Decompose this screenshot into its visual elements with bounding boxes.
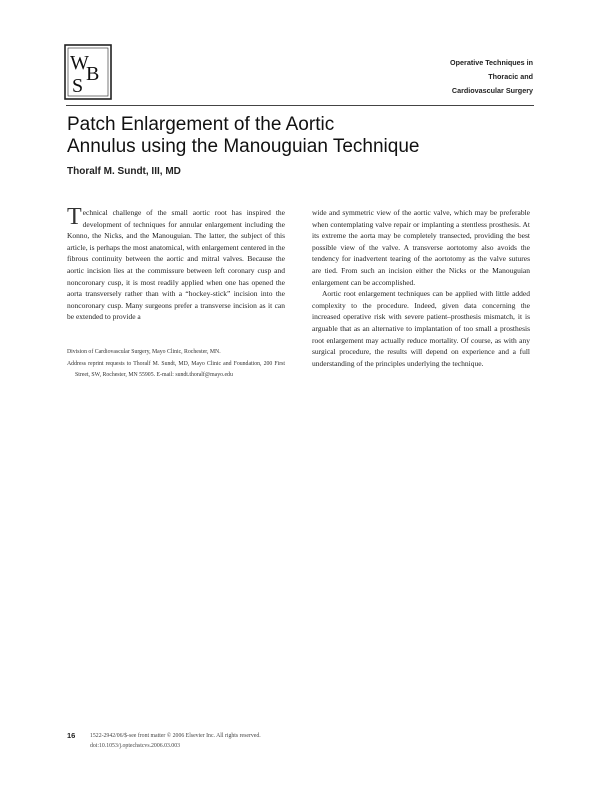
page-number: 16: [67, 731, 76, 740]
publisher-logo: [64, 44, 112, 100]
journal-name: [413, 56, 533, 98]
journal-name-line-1: Operative Techniques in: [450, 58, 533, 67]
footer-line-1: 1522-2942/06/$-see front matter © 2006 Elsevier Inc. All rights reserved.: [90, 733, 261, 739]
paragraph-1-continued: wide and symmetric view of the aortic valve, which may be preferable when contemplating valve repair or implanting a stentless prosthesis. At its extreme the aorta may be completely transected, providing the best possible view of the valve. A transverse aortotomy also avoids the tendency for inadvertent tearing of the aortotomy as the valve sutures are tied. From such an incision either the Nicks or the Manouguian enlargement can be accomplished.: [312, 208, 530, 287]
svg-text:B: B: [86, 63, 100, 85]
affiliation-address: Address reprint requests to Thoralf M. Sundt, MD, Mayo Clinic and Foundation, 200 First Street, SW, Rochester, MN 55905. E-mail: sundt.thoralf@mayo.edu: [67, 361, 285, 378]
journal-name-line-3: Cardiovascular Surgery: [451, 86, 533, 95]
article-title-line-2: Annulus using the Manouguian Technique: [67, 136, 420, 157]
affiliation-division: Division of Cardiovascular Surgery, Mayo Clinic, Rochester, MN.: [67, 349, 221, 355]
publisher-logo-mark: [64, 44, 112, 100]
body-column-right: [312, 207, 530, 369]
footer-doi: doi:10.1053/j.optechstcvs.2006.03.003: [90, 743, 181, 750]
article-title: [67, 114, 537, 158]
body-column-left: [67, 204, 285, 323]
article-title-line-1: Patch Enlargement of the Aortic: [67, 114, 335, 135]
header-rule: [66, 105, 534, 106]
paragraph-1: [67, 204, 285, 323]
author-name: Thoralf M. Sundt, III, MD: [67, 166, 181, 177]
paragraph-1-text: echnical challenge of the small aortic root has inspired the development of techniques for annular enlargement including the Konno, the Nicks, and the Manouguian. The latter, the subject of this article, is perhaps the most anatomical, with enlargement centered in the fibrous continuity between the aortic and mitral valves. Because the aortic incision lies at the commissure between left coronary cusp and noncoronary cusp, it is most readily applied when one has opened the aorta transversely rather than with a “hockey-stick” incision into the noncoronary cusp. Many surgeons prefer a transverse incision as it can be extended to provide a: [67, 208, 285, 322]
journal-name-line-2: Thoracic and: [488, 72, 533, 81]
svg-text:W: W: [70, 52, 89, 74]
svg-text:S: S: [72, 75, 84, 97]
drop-cap: T: [67, 204, 82, 230]
footer-copyright: [90, 731, 261, 752]
paragraph-2: Aortic root enlargement techniques can be applied with little added complexity to the procedure. Indeed, given data concerning the increased operative risk with severe patient–prosthesis mismatch, it is arguable that as an alternative to implantation of too small a prosthesis root enlargement may actually reduce mortality. Of course, as with any surgical procedure, the results will depend on experience and a full understanding of the principles underlying the technique.: [312, 289, 530, 368]
affiliation-notes: [67, 347, 285, 380]
